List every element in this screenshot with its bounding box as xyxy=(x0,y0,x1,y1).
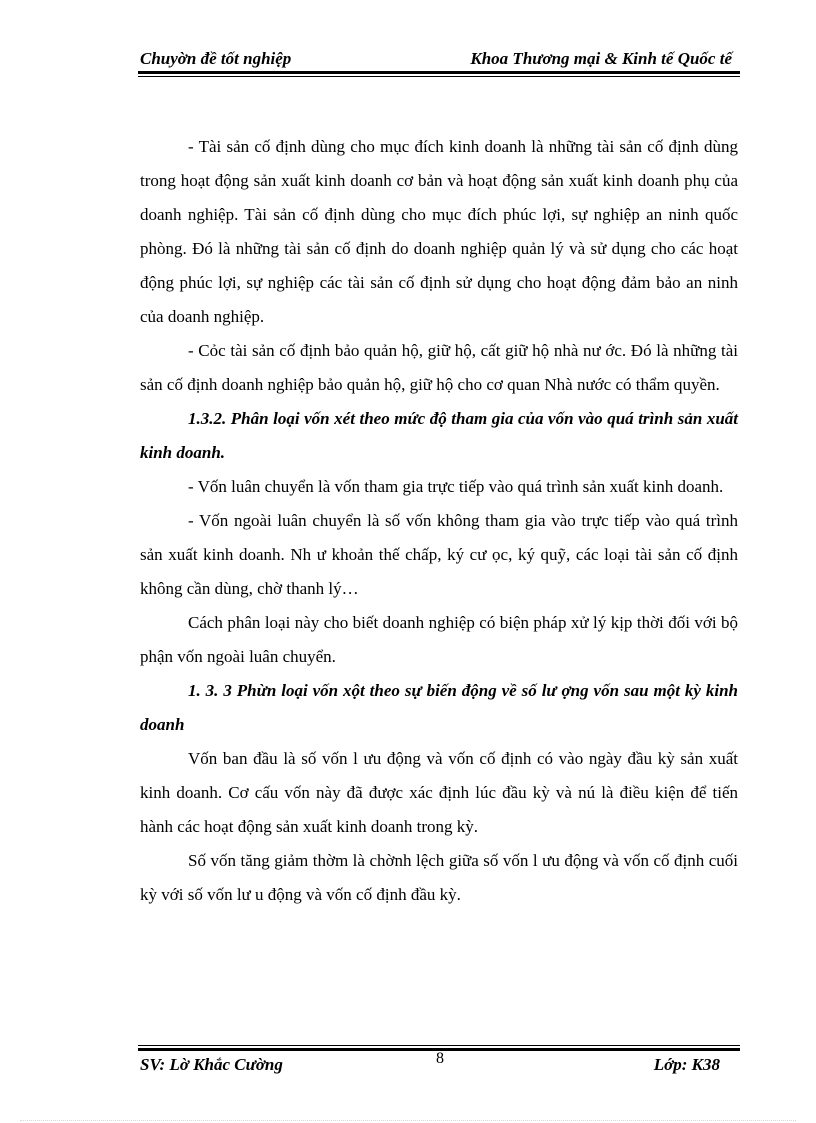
paragraph: Vốn ban đầu là số vốn l ưu động và vốn cố định có vào ngày đầu kỳ sản xuất kinh doanh. Cơ cấu vốn này đã được xác định lúc đầu kỳ và nú là điều kiện để tiến hành các hoạt động sản xuất kinh doanh trong kỳ. xyxy=(140,749,738,836)
paragraph: - Vốn luân chuyển là vốn tham gia trực tiếp vào quá trình sản xuất kinh doanh. xyxy=(188,477,724,496)
page-header xyxy=(138,49,740,73)
header-title-right: Khoa Thương mại & Kinh tế Quốc tế xyxy=(470,49,732,68)
page-footer xyxy=(138,1050,740,1079)
paragraph: Số vốn tăng giảm thờm là chờnh lệch giữa số vốn l ưu động và vốn cố định cuối kỳ với số vốn lư u động và vốn cố định đầu kỳ. xyxy=(140,851,738,904)
paragraph: - Vốn ngoài luân chuyển là số vốn không tham gia vào trực tiếp vào quá trình sản xuất kinh doanh. Nh ư khoản thế chấp, ký cư ọc, ký quỹ, các loại tài sản cố định không cần dùng, chờ thanh lý… xyxy=(140,511,738,598)
paragraph: - Tài sản cố định dùng cho mục đích kinh doanh là những tài sản cố định dùng trong hoạt động sản xuất kinh doanh cơ bản và hoạt động sản xuất kinh doanh phụ của doanh nghiệp. Tài sản cố định dùng cho mục đích phúc lợi, sự nghiệp an ninh quốc phòng. Đó là những tài sản cố định do doanh nghiệp quản lý và sử dụng cho các hoạt động phúc lợi, sự nghiệp các tài sản cố định sử dụng cho hoạt động đảm bảo an ninh của doanh nghiệp. xyxy=(140,137,738,326)
header-title-left: Chuyờn đề tốt nghiệp xyxy=(140,49,292,68)
page-body xyxy=(140,130,738,912)
footer-student-name: SV: Lờ Khắc Cường xyxy=(140,1055,283,1074)
paragraph: - Cỏc tài sản cố định bảo quản hộ, giữ hộ, cất giữ hộ nhà nư ớc. Đó là những tài sản cố định doanh nghiệp bảo quản hộ, giữ hộ cho cơ quan Nhà nước có thẩm quyền. xyxy=(140,341,738,394)
page-bottom-dotted-line xyxy=(20,1120,796,1122)
page-number: 8 xyxy=(436,1050,444,1067)
paragraph: Cách phân loại này cho biết doanh nghiệp có biện pháp xử lý kịp thời đối với bộ phận vốn ngoài luân chuyển. xyxy=(140,613,738,666)
footer-class: Lớp: K38 xyxy=(653,1055,720,1074)
header-rule-thin xyxy=(138,76,740,77)
footer-rule-thin xyxy=(138,1045,740,1046)
section-heading: 1. 3. 3 Phừn loại vốn xột theo sự biến động về số lư ợng vốn sau một kỳ kinh doanh xyxy=(140,681,738,734)
header-rule-thick xyxy=(138,71,740,74)
section-heading: 1.3.2. Phân loại vốn xét theo mức độ tham gia của vốn vào quá trình sản xuất kinh doanh. xyxy=(140,409,738,462)
